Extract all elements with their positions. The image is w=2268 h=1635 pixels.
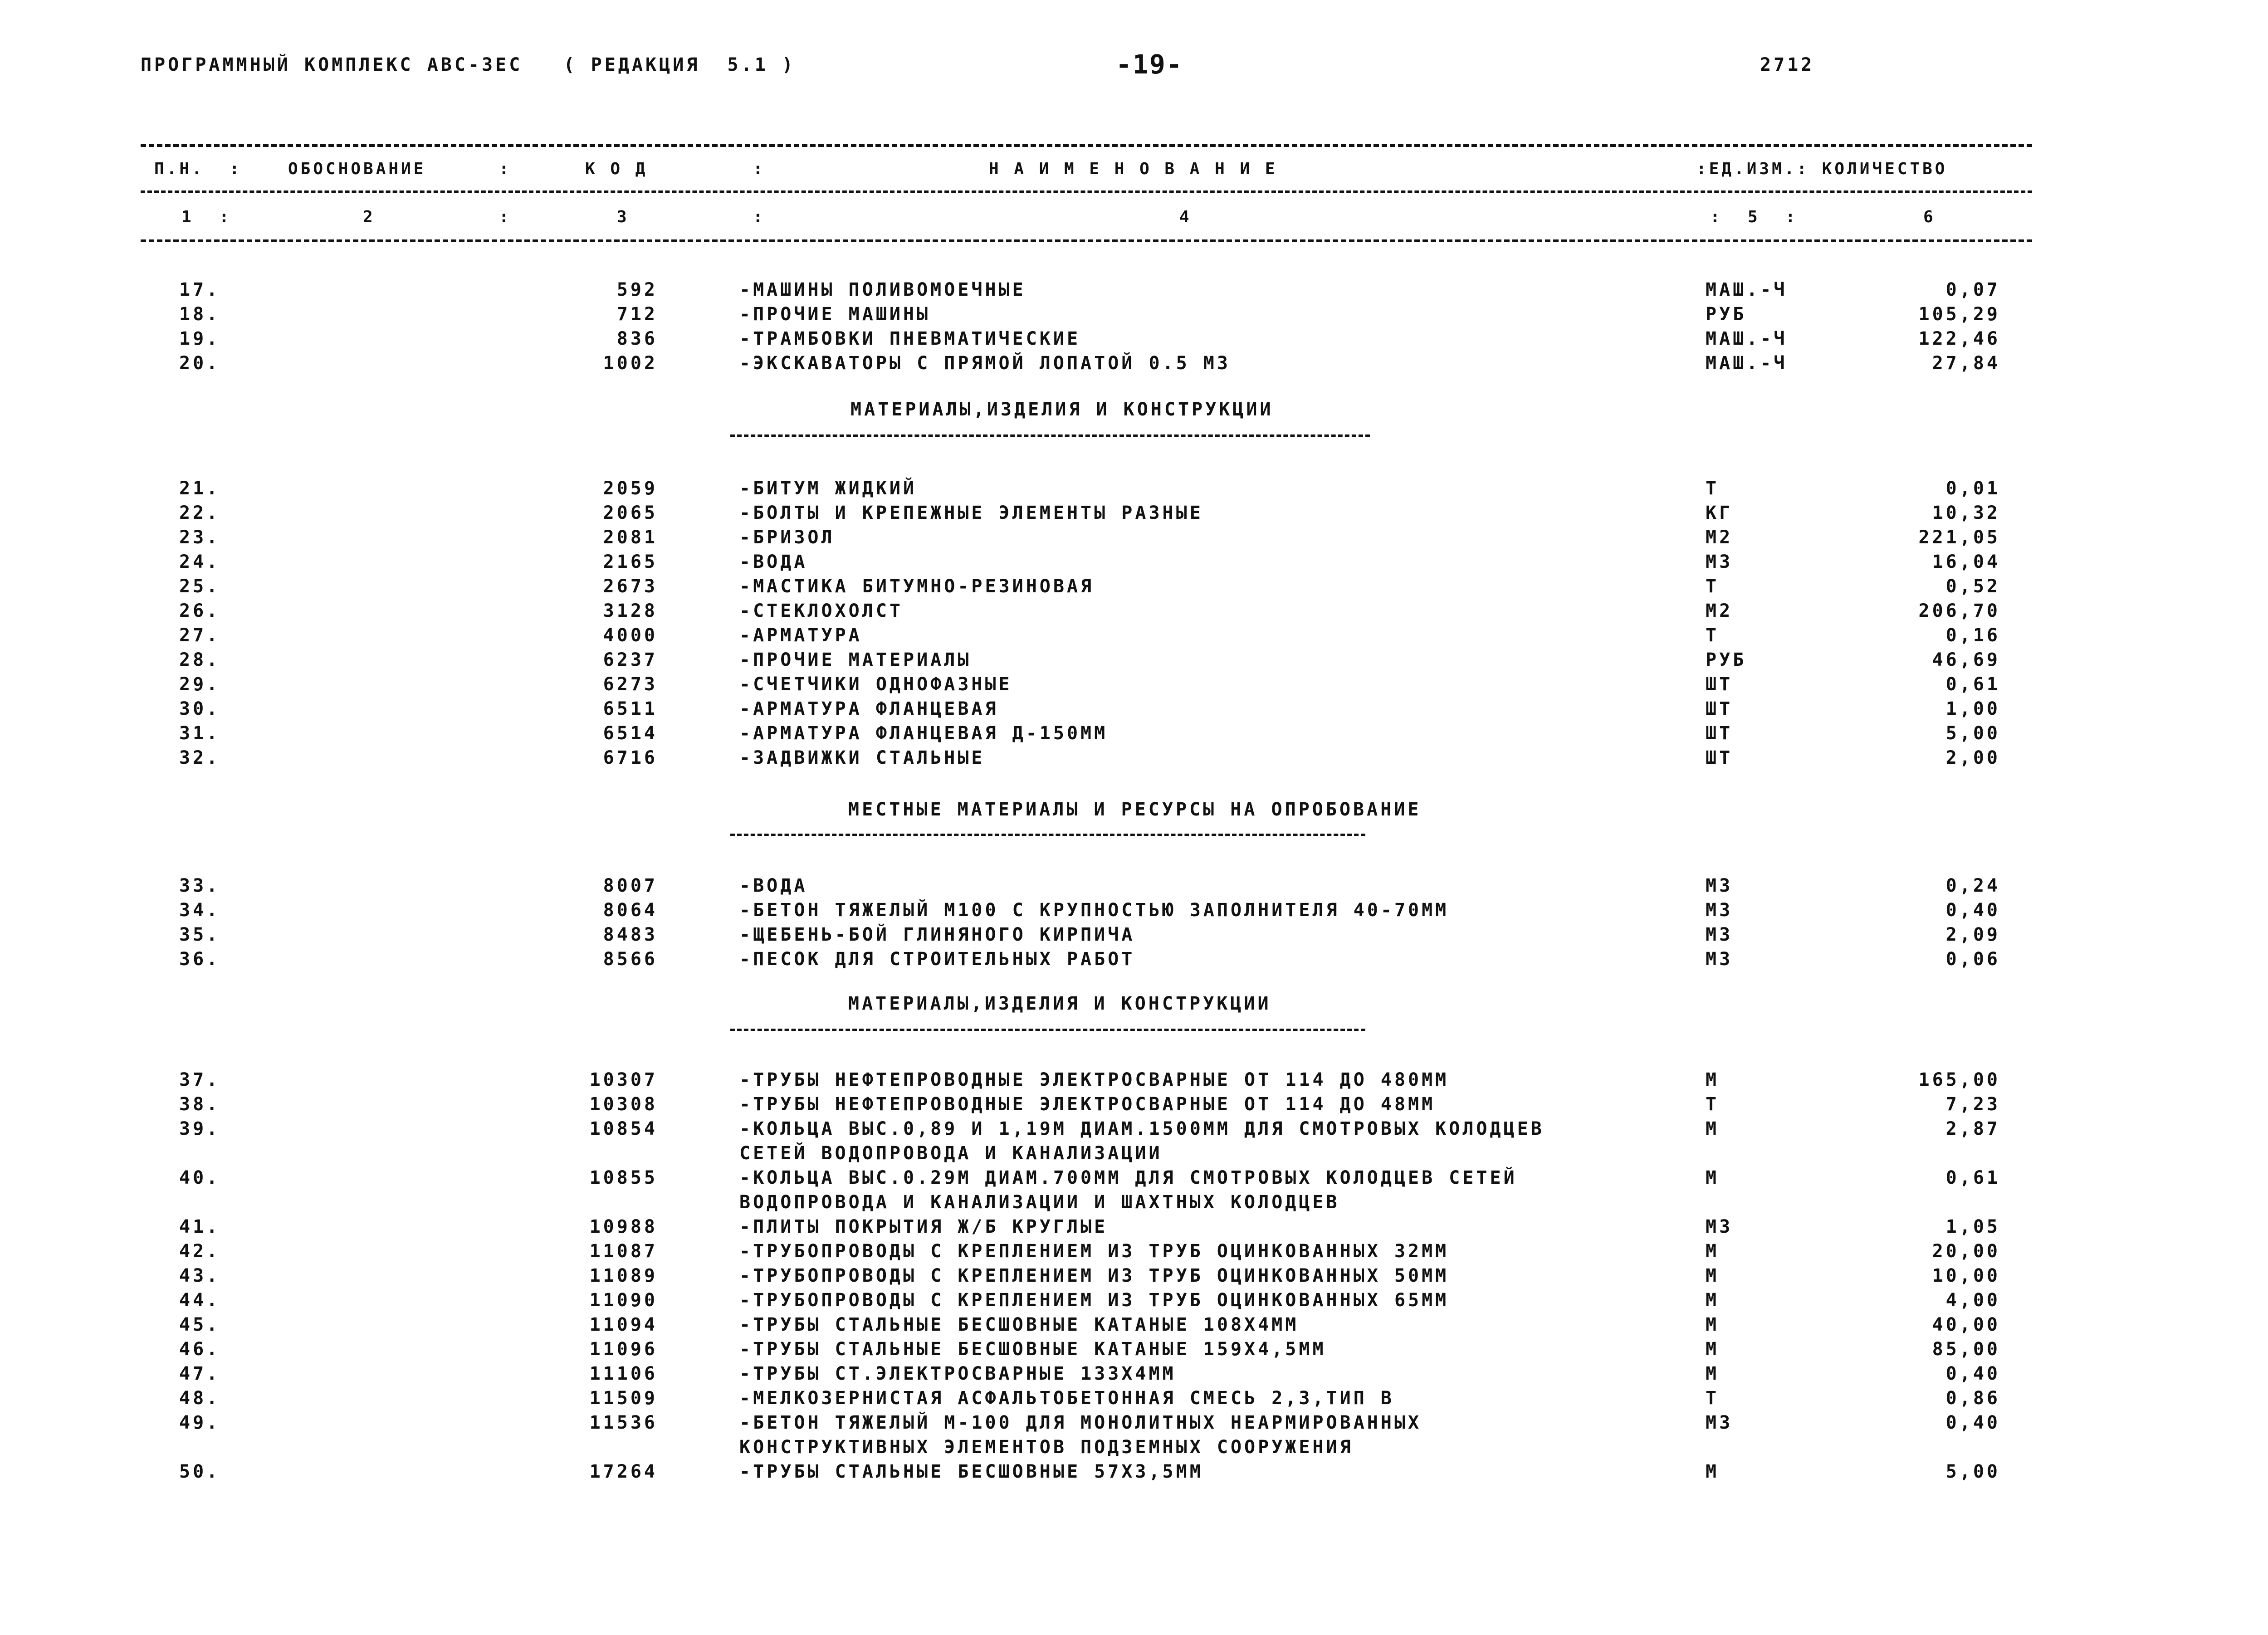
row-name: -СЧЕТЧИКИ ОДНОФАЗНЫЕ: [739, 674, 1012, 695]
row-number: 21.: [179, 478, 220, 499]
row-code: 6511: [603, 698, 658, 719]
row-quantity: 85,00: [1932, 1339, 2000, 1360]
row-name: -МАСТИКА БИТУМНО-РЕЗИНОВАЯ: [739, 576, 1095, 597]
row-quantity: 5,00: [1945, 1461, 2000, 1482]
row-code: 8007: [603, 875, 658, 896]
row-quantity: 0,52: [1945, 576, 2000, 597]
section-underline: [730, 1029, 1365, 1031]
col-header-name: Н А И М Е Н О В А Н И Е: [989, 160, 1278, 178]
row-name: -МАШИНЫ ПОЛИВОМОЕЧНЫЕ: [739, 279, 1026, 300]
row-code: 6273: [603, 674, 658, 695]
header-rule-bottom: [141, 239, 2032, 242]
row-unit: М: [1706, 1339, 1720, 1360]
row-name: -ПЕСОК ДЛЯ СТРОИТЕЛЬНЫХ РАБОТ: [739, 949, 1135, 970]
row-name: -ТРУБЫ НЕФТЕПРОВОДНЫЕ ЭЛЕКТРОСВАРНЫЕ ОТ 114 ДО 48ММ: [739, 1094, 1436, 1115]
col-number-sep: :: [499, 208, 512, 226]
row-quantity: 0,40: [1945, 1363, 2000, 1384]
row-name: -ТРУБЫ СТАЛЬНЫЕ БЕСШОВНЫЕ КАТАНЫЕ 159Х4,5ММ: [739, 1339, 1326, 1360]
row-name: -БЕТОН ТЯЖЕЛЫЙ М-100 ДЛЯ МОНОЛИТНЫХ НЕАРМИРОВАННЫХ: [739, 1412, 1422, 1433]
row-name: -ПРОЧИЕ МАТЕРИАЛЫ: [739, 649, 972, 670]
row-code: 836: [616, 328, 658, 349]
row-unit: М: [1706, 1363, 1720, 1384]
row-quantity: 0,86: [1945, 1388, 2000, 1409]
row-quantity: 10,00: [1932, 1265, 2000, 1286]
row-number: 19.: [179, 328, 220, 349]
row-unit: М: [1706, 1069, 1720, 1090]
row-quantity: 0,07: [1945, 279, 2000, 300]
col-number-1: 1 :: [181, 208, 232, 226]
program-header: ПРОГРАММНЫЙ КОМПЛЕКС АВС-3ЕС ( РЕДАКЦИЯ 5.1 ): [141, 54, 796, 75]
row-number: 35.: [179, 924, 220, 945]
row-quantity: 0,06: [1945, 949, 2000, 970]
row-quantity: 206,70: [1918, 600, 2000, 621]
row-number: 43.: [179, 1265, 220, 1286]
row-quantity: 0,40: [1945, 900, 2000, 921]
row-number: 41.: [179, 1216, 220, 1237]
col-header-sep: :: [753, 160, 766, 178]
row-name: -ТРАМБОВКИ ПНЕВМАТИЧЕСКИЕ: [739, 328, 1081, 349]
row-unit: РУБ: [1706, 304, 1747, 325]
row-code: 11090: [589, 1290, 658, 1311]
row-unit: МАШ.-Ч: [1706, 353, 1788, 374]
col-number-4: 4: [1179, 208, 1192, 226]
row-unit: Т: [1706, 1388, 1720, 1409]
row-name: -КОЛЬЦА ВЫС.0.29М ДИАМ.700ММ ДЛЯ СМОТРОВЫХ КОЛОДЦЕВ СЕТЕЙ: [739, 1167, 1517, 1188]
section-underline: [730, 434, 1370, 437]
row-unit: М3: [1706, 924, 1733, 945]
section-title: МЕСТНЫЕ МАТЕРИАЛЫ И РЕСУРСЫ НА ОПРОБОВАНИЕ: [848, 799, 1422, 820]
row-name: -ЭКСКАВАТОРЫ С ПРЯМОЙ ЛОПАТОЙ 0.5 М3: [739, 353, 1231, 374]
row-number: 38.: [179, 1094, 220, 1115]
row-number: 25.: [179, 576, 220, 597]
row-number: 39.: [179, 1118, 220, 1139]
row-unit: МАШ.-Ч: [1706, 279, 1788, 300]
page-number: -19-: [1116, 49, 1183, 80]
header-rule-mid: [141, 190, 2032, 193]
row-name: -БОЛТЫ И КРЕПЕЖНЫЕ ЭЛЕМЕНТЫ РАЗНЫЕ: [739, 503, 1203, 523]
row-unit: Т: [1706, 1094, 1720, 1115]
row-number: 40.: [179, 1167, 220, 1188]
row-quantity: 10,32: [1932, 503, 2000, 523]
row-number: 29.: [179, 674, 220, 695]
row-quantity: 122,46: [1918, 328, 2000, 349]
row-quantity: 105,29: [1918, 304, 2000, 325]
row-unit: ШТ: [1706, 723, 1733, 744]
row-quantity: 0,40: [1945, 1412, 2000, 1433]
row-quantity: 7,23: [1945, 1094, 2000, 1115]
row-code: 8566: [603, 949, 658, 970]
row-name: -ВОДА: [739, 875, 808, 896]
row-quantity: 0,61: [1945, 1167, 2000, 1188]
row-number: 31.: [179, 723, 220, 744]
row-quantity: 0,16: [1945, 625, 2000, 646]
row-number: 27.: [179, 625, 220, 646]
row-name: -АРМАТУРА: [739, 625, 862, 646]
col-header-unit-qty: :ЕД.ИЗМ.: КОЛИЧЕСТВО: [1696, 160, 1948, 178]
row-unit: КГ: [1706, 503, 1733, 523]
row-quantity: 221,05: [1918, 527, 2000, 548]
col-header-code: К О Д: [585, 160, 648, 178]
row-quantity: 2,09: [1945, 924, 2000, 945]
row-quantity: 0,01: [1945, 478, 2000, 499]
row-name: -МЕЛКОЗЕРНИСТАЯ АСФАЛЬТОБЕТОННАЯ СМЕСЬ 2,3,ТИП В: [739, 1388, 1394, 1409]
col-header-pn: П.Н. :: [154, 160, 242, 178]
row-name: -ТРУБОПРОВОДЫ С КРЕПЛЕНИЕМ ИЗ ТРУБ ОЦИНКОВАННЫХ 50ММ: [739, 1265, 1449, 1286]
row-name-continued: ВОДОПРОВОДА И КАНАЛИЗАЦИИ И ШАХТНЫХ КОЛОДЦЕВ: [739, 1192, 1340, 1213]
row-code: 11509: [589, 1388, 658, 1409]
row-unit: М3: [1706, 1412, 1733, 1433]
row-code: 11536: [589, 1412, 658, 1433]
row-code: 10854: [589, 1118, 658, 1139]
row-number: 18.: [179, 304, 220, 325]
row-number: 34.: [179, 900, 220, 921]
row-unit: Т: [1706, 625, 1720, 646]
row-quantity: 40,00: [1932, 1314, 2000, 1335]
row-unit: М3: [1706, 875, 1733, 896]
row-name: -ТРУБОПРОВОДЫ С КРЕПЛЕНИЕМ ИЗ ТРУБ ОЦИНКОВАННЫХ 65ММ: [739, 1290, 1449, 1311]
row-name: -ВОДА: [739, 552, 808, 572]
row-number: 36.: [179, 949, 220, 970]
row-name: -КОЛЬЦА ВЫС.0,89 И 1,19М ДИАМ.1500ММ ДЛЯ СМОТРОВЫХ КОЛОДЦЕВ: [739, 1118, 1545, 1139]
row-name-continued: СЕТЕЙ ВОДОПРОВОДА И КАНАЛИЗАЦИИ: [739, 1143, 1163, 1164]
row-quantity: 16,04: [1932, 552, 2000, 572]
row-name: -ПРОЧИЕ МАШИНЫ: [739, 304, 931, 325]
row-number: 24.: [179, 552, 220, 572]
col-number-5: : 5 :: [1710, 208, 1798, 226]
row-number: 50.: [179, 1461, 220, 1482]
row-quantity: 46,69: [1932, 649, 2000, 670]
row-unit: М2: [1706, 527, 1733, 548]
row-code: 2059: [603, 478, 658, 499]
row-number: 32.: [179, 747, 220, 768]
row-unit: М: [1706, 1461, 1720, 1482]
row-number: 47.: [179, 1363, 220, 1384]
row-number: 28.: [179, 649, 220, 670]
row-name: -ТРУБЫ НЕФТЕПРОВОДНЫЕ ЭЛЕКТРОСВАРНЫЕ ОТ 114 ДО 480ММ: [739, 1069, 1449, 1090]
row-number: 23.: [179, 527, 220, 548]
row-name: -АРМАТУРА ФЛАНЦЕВАЯ: [739, 698, 999, 719]
row-code: 6237: [603, 649, 658, 670]
row-code: 6514: [603, 723, 658, 744]
row-number: 26.: [179, 600, 220, 621]
row-code: 2673: [603, 576, 658, 597]
row-quantity: 0,61: [1945, 674, 2000, 695]
row-code: 17264: [589, 1461, 658, 1482]
row-name: -ЗАДВИЖКИ СТАЛЬНЫЕ: [739, 747, 985, 768]
row-code: 10988: [589, 1216, 658, 1237]
header-rule-top: [141, 144, 2032, 147]
col-header-sep: :: [499, 160, 512, 178]
row-name: -БРИЗОЛ: [739, 527, 835, 548]
row-number: 48.: [179, 1388, 220, 1409]
row-number: 33.: [179, 875, 220, 896]
row-code: 8064: [603, 900, 658, 921]
row-quantity: 2,00: [1945, 747, 2000, 768]
row-unit: М3: [1706, 949, 1733, 970]
row-unit: ШТ: [1706, 674, 1733, 695]
row-unit: Т: [1706, 478, 1720, 499]
row-code: 2165: [603, 552, 658, 572]
row-number: 44.: [179, 1290, 220, 1311]
row-code: 2081: [603, 527, 658, 548]
row-unit: М: [1706, 1167, 1720, 1188]
row-name: -ЩЕБЕНЬ-БОЙ ГЛИНЯНОГО КИРПИЧА: [739, 924, 1135, 945]
row-number: 49.: [179, 1412, 220, 1433]
row-unit: М2: [1706, 600, 1733, 621]
col-number-sep: :: [753, 208, 766, 226]
row-number: 45.: [179, 1314, 220, 1335]
row-number: 17.: [179, 279, 220, 300]
row-unit: М3: [1706, 1216, 1733, 1237]
row-unit: М: [1706, 1118, 1720, 1139]
row-name: -ТРУБЫ СТ.ЭЛЕКТРОСВАРНЫЕ 133Х4ММ: [739, 1363, 1176, 1384]
row-unit: М: [1706, 1290, 1720, 1311]
row-code: 2065: [603, 503, 658, 523]
row-code: 6716: [603, 747, 658, 768]
row-code: 10307: [589, 1069, 658, 1090]
row-unit: МАШ.-Ч: [1706, 328, 1788, 349]
row-unit: М: [1706, 1241, 1720, 1262]
row-quantity: 1,05: [1945, 1216, 2000, 1237]
section-title: МАТЕРИАЛЫ,ИЗДЕЛИЯ И КОНСТРУКЦИИ: [850, 399, 1274, 420]
document-number: 2712: [1760, 54, 1815, 75]
row-code: 1002: [603, 353, 658, 374]
section-title: МАТЕРИАЛЫ,ИЗДЕЛИЯ И КОНСТРУКЦИИ: [848, 993, 1271, 1014]
row-quantity: 0,24: [1945, 875, 2000, 896]
row-number: 46.: [179, 1339, 220, 1360]
col-header-basis: ОБОСНОВАНИЕ: [288, 160, 426, 178]
row-code: 11087: [589, 1241, 658, 1262]
col-number-2: 2: [363, 208, 376, 226]
row-code: 4000: [603, 625, 658, 646]
row-code: 10855: [589, 1167, 658, 1188]
row-quantity: 1,00: [1945, 698, 2000, 719]
row-quantity: 165,00: [1918, 1069, 2000, 1090]
row-code: 8483: [603, 924, 658, 945]
row-quantity: 20,00: [1932, 1241, 2000, 1262]
row-unit: Т: [1706, 576, 1720, 597]
row-unit: РУБ: [1706, 649, 1747, 670]
col-number-6: 6: [1923, 208, 1936, 226]
row-name: -СТЕКЛОХОЛСТ: [739, 600, 903, 621]
row-name: -АРМАТУРА ФЛАНЦЕВАЯ Д-150ММ: [739, 723, 1108, 744]
row-name: -ТРУБЫ СТАЛЬНЫЕ БЕСШОВНЫЕ 57Х3,5ММ: [739, 1461, 1203, 1482]
row-name-continued: КОНСТРУКТИВНЫХ ЭЛЕМЕНТОВ ПОДЗЕМНЫХ СООРУЖЕНИЯ: [739, 1437, 1354, 1458]
row-number: 22.: [179, 503, 220, 523]
row-unit: ШТ: [1706, 747, 1733, 768]
row-code: 11094: [589, 1314, 658, 1335]
row-unit: М3: [1706, 552, 1733, 572]
row-code: 592: [616, 279, 658, 300]
row-code: 11096: [589, 1339, 658, 1360]
row-name: -ТРУБЫ СТАЛЬНЫЕ БЕСШОВНЫЕ КАТАНЫЕ 108Х4ММ: [739, 1314, 1299, 1335]
row-quantity: 5,00: [1945, 723, 2000, 744]
row-number: 20.: [179, 353, 220, 374]
row-name: -БЕТОН ТЯЖЕЛЫЙ М100 С КРУПНОСТЬЮ ЗАПОЛНИТЕЛЯ 40-70ММ: [739, 900, 1449, 921]
section-underline: [730, 834, 1365, 836]
col-number-3: 3: [617, 208, 630, 226]
row-name: -БИТУМ ЖИДКИЙ: [739, 478, 917, 499]
row-name: -ТРУБОПРОВОДЫ С КРЕПЛЕНИЕМ ИЗ ТРУБ ОЦИНКОВАННЫХ 32ММ: [739, 1241, 1449, 1262]
row-quantity: 2,87: [1945, 1118, 2000, 1139]
row-number: 30.: [179, 698, 220, 719]
row-number: 37.: [179, 1069, 220, 1090]
row-quantity: 27,84: [1932, 353, 2000, 374]
row-unit: ШТ: [1706, 698, 1733, 719]
row-code: 11089: [589, 1265, 658, 1286]
row-code: 11106: [589, 1363, 658, 1384]
row-code: 712: [616, 304, 658, 325]
row-unit: М: [1706, 1265, 1720, 1286]
row-unit: М3: [1706, 900, 1733, 921]
row-unit: М: [1706, 1314, 1720, 1335]
row-number: 42.: [179, 1241, 220, 1262]
row-code: 10308: [589, 1094, 658, 1115]
row-code: 3128: [603, 600, 658, 621]
row-quantity: 4,00: [1945, 1290, 2000, 1311]
row-name: -ПЛИТЫ ПОКРЫТИЯ Ж/Б КРУГЛЫЕ: [739, 1216, 1108, 1237]
